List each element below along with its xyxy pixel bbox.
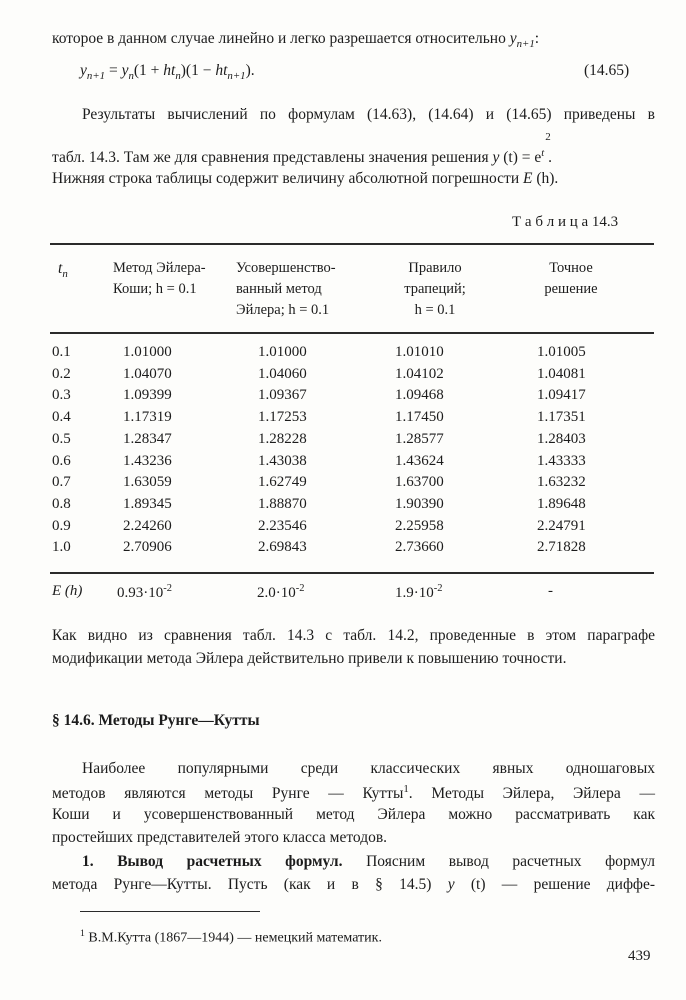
table-cell: 2.73660 [395,539,444,556]
table-cell: 1.63232 [537,474,586,491]
intro-var-sub: n+1 [516,38,535,51]
table-cell: 2.23546 [258,517,307,534]
table-cell: 1.28577 [395,430,444,447]
table-cell: 2.70906 [123,539,172,556]
para4-line2-tail: — решение диффе- [485,876,656,893]
error-c4: - [548,583,553,599]
header-exact [526,258,616,300]
table-cell: 1.43236 [123,452,172,469]
table-row-tn: 0.1 [52,344,71,360]
eq-sign: = [105,62,122,79]
table-cell: 1.04102 [395,365,444,382]
para1-line3-var: E [523,170,533,187]
para1-line2-var: y [492,149,500,167]
table-cell: 1.17319 [123,409,172,426]
intro-text: которое в данном случае линейно и легко разрешается относительно [52,30,510,47]
eq-r4: )(1 − [180,62,216,79]
header-trapezoid [385,258,485,321]
footnote-rule [80,911,260,912]
footnote-text: В.М.Кутта (1867—1944) — немецкий математик. [84,930,382,946]
page-number: 439 [628,948,651,964]
header-improved-euler [236,258,366,321]
eq-r1-sub: n [128,70,134,83]
table-caption: Т а б л и ц а 14.3 [512,214,619,230]
eq-r5: ht [215,62,228,79]
table-row-tn: 0.9 [52,517,71,534]
para1-line3-arg: (h) [532,170,555,187]
table-cell: 1.09417 [537,387,586,404]
table-cell: 1.17450 [395,409,444,426]
table-cell: 1.09468 [395,387,444,404]
para3-line2-text: методов являются методы Рунге — Кутты [52,785,404,803]
para2-line2: модификации метода Эйлера действительно привели к повышению точности. [52,650,567,667]
table-cell: 1.89648 [537,495,586,512]
footnote-mark: 1 [80,928,85,939]
table-cell: 1.88870 [258,495,307,512]
table-cell: 1.62749 [258,474,307,491]
table-cell: 1.28228 [258,430,307,447]
para1-line2-exp2: 2 [545,131,551,143]
eq-r3: ht [163,62,176,79]
table-cell: 1.89345 [123,495,172,512]
error-c1-base: 0.93·10 [117,585,164,601]
para3-line2-tail: . Методы Эйлера, Эйлера — [408,785,655,803]
table-row-tn: 0.8 [52,495,71,512]
header-col2-l2: ванный метод [236,281,322,297]
para3-line2 [52,783,655,803]
para1-line2-arg: (t) = e [499,149,542,167]
table-row-tn: 1.0 [52,539,71,556]
error-c2-exp: -2 [295,583,305,594]
table-header-rule [50,332,654,334]
error-label: E (h) [52,583,83,599]
para4-line2-text: метода Рунге—Кутты. Пусть (как и в § 14.5) [52,876,448,893]
para3-footnote-mark: 1 [403,783,409,795]
eq-r6: ). [245,62,255,79]
header-col2-l1: Усовершенство- [236,260,336,276]
table-cell: 1.04070 [123,365,172,382]
eq-r1: y [121,62,129,79]
para4-line2-var: y [447,876,455,893]
error-c1-exp: -2 [163,583,172,594]
table-cell: 2.24260 [123,517,172,534]
error-c2 [257,583,305,602]
para3-line4: простейших представителей этого класса методов. [52,829,388,846]
table-cell: 1.90390 [395,495,444,512]
header-euler-cauchy [113,258,233,300]
para1-line2-text: табл. 14.3. Там же для сравнения представлены значения решения [52,149,493,167]
eq-r3-sub: n [175,70,181,83]
eq-lhs: y [80,62,87,79]
table-cell: 1.09399 [123,387,172,404]
table-row-tn: 0.6 [52,452,71,469]
footnote [80,928,382,947]
para2-line1: Как видно из сравнения табл. 14.3 с табл. 14.2, проведенные в этом параграфе [52,627,655,644]
para4-line1 [82,853,655,871]
para4-line1-tail: Поясним вывод расчетных формул [342,853,655,870]
error-c3-exp: -2 [433,583,443,594]
table-cell: 2.24791 [537,517,586,534]
header-col4-l1: Точное [549,260,593,276]
table-cell: 1.43333 [537,452,586,469]
table-cell: 1.01005 [537,344,586,360]
table-top-rule [50,243,654,245]
table-bottom-rule [50,572,654,574]
eq-lhs-sub: n+1 [86,70,106,83]
eq-r2: (1 + [133,62,164,79]
para4-bold: 1. Вывод расчетных формул. [82,853,343,870]
equation-14-65 [80,62,255,82]
table-cell: 1.01000 [123,344,172,360]
error-c1 [117,583,172,602]
para1-line1: Результаты вычислений по формулам (14.63), (14.64) и (14.65) приведены в [82,106,655,123]
table-row-tn: 0.2 [52,365,71,382]
header-tn-sub: n [62,268,68,281]
para3-line1: Наиболее популярными среди классических явных одношаговых [82,760,655,777]
table-cell: 2.71828 [537,539,586,556]
table-cell: 1.01000 [258,344,307,360]
para1-line2-tail: . [544,149,553,167]
table-row-tn: 0.5 [52,430,71,447]
error-c3-base: 1.9·10 [395,585,434,601]
header-col3-l1: Правило [408,260,462,276]
header-tn-var: t [58,260,63,277]
table-cell: 2.69843 [258,539,307,556]
header-col1-l1: Метод Эйлера- [113,260,206,276]
header-col1-l2: Коши; h = 0.1 [113,281,197,297]
table-row-tn: 0.7 [52,474,71,491]
header-tn [58,258,88,285]
header-col3-l2: трапеций; [404,281,466,297]
table-cell: 1.43038 [258,452,307,469]
para1-line3 [52,170,558,188]
table-cell: 1.28347 [123,430,172,447]
para1-line3-text: Нижняя строка таблицы содержит величину абсолютной погрешности [52,170,523,187]
para1-line2-exp: t [541,147,545,159]
table-cell: 1.43624 [395,452,444,469]
header-col2-l3: Эйлера; h = 0.1 [236,302,330,318]
table-row-tn: 0.4 [52,409,71,426]
table-cell: 1.63700 [395,474,444,491]
header-col3-l3: h = 0.1 [414,302,456,318]
table-cell: 2.25958 [395,517,444,534]
table-row-tn: 0.3 [52,387,71,404]
equation-number: (14.65) [584,62,630,79]
table-cell: 1.01010 [395,344,444,360]
para3-line3: Коши и усовершенствованный метод Эйлера можно рассматривать как [52,806,655,823]
para4-line2-arg: (t) [454,876,486,893]
intro-var: y [509,30,517,47]
table-cell: 1.63059 [123,474,172,491]
table-cell: 1.04081 [537,365,586,382]
para1-line3-tail: . [554,170,559,187]
para1-line2 [52,131,553,167]
error-c2-base: 2.0·10 [257,585,296,601]
table-cell: 1.17253 [258,409,307,426]
header-col4-l2: решение [544,281,598,297]
error-c3 [395,583,443,602]
table-cell: 1.17351 [537,409,586,426]
intro-tail: : [534,30,540,47]
section-heading: § 14.6. Методы Рунге—Кутты [52,712,260,729]
para4-line2 [52,876,655,894]
table-cell: 1.04060 [258,365,307,382]
table-cell: 1.28403 [537,430,586,447]
table-cell: 1.09367 [258,387,307,404]
intro-line [52,30,539,50]
eq-r5-sub: n+1 [227,70,246,83]
